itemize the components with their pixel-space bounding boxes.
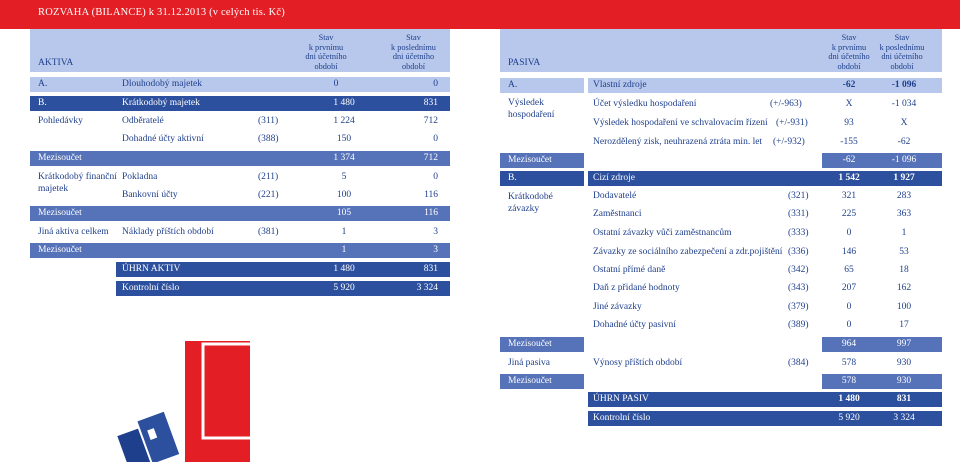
pasiva-jina-v1: 578 xyxy=(841,358,857,368)
pasiva-uhrn-v2: 831 xyxy=(896,394,912,404)
aktiva-odberatele-v1: 1 224 xyxy=(333,116,355,126)
pasiva-dodavatele-label: Dodavatelé xyxy=(593,191,637,201)
pasiva-mezi1-v1: -62 xyxy=(842,155,856,165)
pasiva-mezi3-v1: 578 xyxy=(841,376,857,386)
pasiva-mezi1-label: Mezisoučet xyxy=(508,155,552,165)
pasiva-vhschval-label: Výsledek hospodaření ve schvalovacím řízení xyxy=(593,118,768,128)
aktiva-bankovni-label: Bankovní účty xyxy=(122,190,178,200)
pasiva-ostatni-v2: 1 xyxy=(901,228,907,238)
pasiva-kontrol-v1: 5 920 xyxy=(838,413,860,423)
pasiva-b-v1: 1 542 xyxy=(838,173,860,183)
pasiva-dohadne-v2: 17 xyxy=(899,320,909,330)
aktiva-bankovni-v1: 100 xyxy=(336,190,352,200)
pasiva-nerozdeleny-label: Nerozdělený zisk, neuhrazená ztráta min. let xyxy=(593,137,763,147)
pasiva-ucet-v2: -1 034 xyxy=(891,99,917,109)
pasiva-a-label: Vlastní zdroje xyxy=(593,80,647,90)
pasiva-jine-label: Jiné závazky xyxy=(593,302,642,312)
aktiva-pokladna-label: Pokladna xyxy=(122,172,158,182)
pasiva-dodavatele-code: (321) xyxy=(788,191,809,201)
decorative-logo xyxy=(100,335,250,462)
pasiva-socialni-label: Závazky ze sociálního zabezpečení a zdr.pojištění xyxy=(593,247,783,257)
aktiva-odberatele-v2: 712 xyxy=(423,116,438,126)
aktiva-dohadne-v2: 0 xyxy=(433,134,438,144)
pasiva-jine-v2: 100 xyxy=(896,302,912,312)
aktiva-odberatele-code: (311) xyxy=(258,116,279,126)
pasiva-vhschval-code: (+/-931) xyxy=(776,118,808,128)
pasiva-dph-label: Daň z přidané hodnoty xyxy=(593,283,680,293)
aktiva-pokladna-code: (211) xyxy=(258,172,279,182)
pasiva-heading: PASIVA xyxy=(508,58,541,68)
pasiva-jina-code: (384) xyxy=(788,358,809,368)
pasiva-mezi2-v2: 997 xyxy=(896,339,912,349)
aktiva-uhrn-label: ÚHRN AKTIV xyxy=(122,264,181,274)
aktiva-kontrol-v2: 3 324 xyxy=(416,283,438,293)
aktiva-a-v1: 0 xyxy=(333,79,339,89)
pasiva-a-code: A. xyxy=(508,80,518,90)
pasiva-mezi1-v2: -1 096 xyxy=(891,155,917,165)
pasiva-nerozdeleny-v2: -62 xyxy=(897,137,911,147)
pasiva-kontrol-label: Kontrolní číslo xyxy=(593,413,651,423)
pasiva-ucet-label: Účet výsledku hospodaření xyxy=(593,99,697,109)
aktiva-mezi1-label: Mezisoučet xyxy=(38,153,82,163)
aktiva-uhrn-v2: 831 xyxy=(423,264,438,274)
pasiva-col2-header: Stav k poslednímu dni účetního období xyxy=(879,33,925,71)
aktiva-kontrol-label: Kontrolní číslo xyxy=(122,283,180,293)
aktiva-mezi2-v1: 105 xyxy=(336,208,352,218)
aktiva-heading: AKTIVA xyxy=(38,58,74,68)
aktiva-jina-v1: 1 xyxy=(341,227,347,237)
pasiva-mezi3-label: Mezisoučet xyxy=(508,376,552,386)
aktiva-kontrol-v1: 5 920 xyxy=(333,283,355,293)
aktiva-col2-header: Stav k poslednímu dni účetního období xyxy=(391,33,436,71)
pasiva-a-v2: -1 096 xyxy=(891,80,917,90)
pasiva-uhrn-label: ÚHRN PASIV xyxy=(593,394,649,404)
pasiva-nerozdeleny-code: (+/-932) xyxy=(773,137,805,147)
page-title: ROZVAHA (BILANCE) k 31.12.2013 (v celých tis. Kč) xyxy=(38,7,285,18)
aktiva-mezi3-label: Mezisoučet xyxy=(38,245,82,255)
aktiva-pokladna-v2: 0 xyxy=(433,172,438,182)
aktiva-jina-group: Jiná aktiva celkem xyxy=(38,227,109,237)
aktiva-mezi2-v2: 116 xyxy=(424,208,438,218)
aktiva-mezi1-v1: 1 374 xyxy=(333,153,355,163)
pasiva-zamestnanci-v1: 225 xyxy=(841,209,857,219)
aktiva-mezi2-label: Mezisoučet xyxy=(38,208,82,218)
aktiva-jina-label: Náklady příštích období xyxy=(122,227,214,237)
pasiva-mezi2-label: Mezisoučet xyxy=(508,339,552,349)
pasiva-socialni-v1: 146 xyxy=(841,247,857,257)
aktiva-bankovni-code: (221) xyxy=(258,190,279,200)
pasiva-dodavatele-v1: 321 xyxy=(841,191,857,201)
aktiva-a-label: Dlouhodobý majetek xyxy=(122,79,202,89)
pasiva-b-v2: 1 927 xyxy=(893,173,915,183)
pasiva-zamestnanci-label: Zaměstnanci xyxy=(593,209,642,219)
pasiva-nerozdeleny-v1: -155 xyxy=(840,137,858,147)
aktiva-row-a xyxy=(30,77,450,92)
pasiva-dph-code: (343) xyxy=(788,283,809,293)
pasiva-col1-header: Stav k prvnímu dni účetního období xyxy=(828,33,870,71)
pasiva-ostatni-label: Ostatní závazky vůči zaměstnancům xyxy=(593,228,732,238)
pasiva-jina-v2: 930 xyxy=(896,358,912,368)
aktiva-subtotal-2 xyxy=(30,206,450,221)
pasiva-dph-v2: 162 xyxy=(896,283,912,293)
logo-blue-tiles xyxy=(115,412,180,462)
pasiva-jine-v1: 0 xyxy=(846,302,852,312)
pasiva-zamestnanci-v2: 363 xyxy=(896,209,912,219)
pasiva-jine-code: (379) xyxy=(788,302,809,312)
pasiva-socialni-v2: 53 xyxy=(899,247,909,257)
pasiva-a-v1: -62 xyxy=(842,80,856,90)
aktiva-b-v2: 831 xyxy=(423,98,438,108)
pasiva-prime-v1: 65 xyxy=(844,265,854,275)
pasiva-dohadne-label: Dohadné účty pasivní xyxy=(593,320,676,330)
aktiva-dohadne-label: Dohadné účty aktivní xyxy=(122,134,204,144)
pasiva-ucet-code: (+/-963) xyxy=(770,99,802,109)
pasiva-vhschval-v2: X xyxy=(900,118,908,128)
logo-red-square xyxy=(185,341,250,462)
pasiva-vhschval-v1: 93 xyxy=(844,118,854,128)
aktiva-jina-code: (381) xyxy=(258,227,279,237)
aktiva-kfm-group: Krátkodobý finanční majetek xyxy=(38,172,117,194)
aktiva-mezi1-v2: 712 xyxy=(423,153,438,163)
pasiva-jina-label: Výnosy příštích období xyxy=(593,358,683,368)
pasiva-zamestnanci-code: (331) xyxy=(788,209,809,219)
pasiva-b-code: B. xyxy=(508,173,517,183)
aktiva-pohledavky-group: Pohledávky xyxy=(38,116,83,126)
aktiva-odberatele-label: Odběratelé xyxy=(122,116,164,126)
pasiva-ucet-v1: X xyxy=(845,99,853,109)
aktiva-subtotal-1 xyxy=(30,151,450,166)
pasiva-dph-v1: 207 xyxy=(841,283,857,293)
title-bar xyxy=(0,0,960,29)
pasiva-prime-v2: 18 xyxy=(899,265,909,275)
aktiva-a-v2: 0 xyxy=(433,79,438,89)
pasiva-b-label: Cizí zdroje xyxy=(593,173,635,183)
aktiva-pokladna-v1: 5 xyxy=(341,172,347,182)
aktiva-b-code: B. xyxy=(38,98,47,108)
aktiva-mezi3-v1: 1 xyxy=(341,245,347,255)
pasiva-mezi3-v2: 930 xyxy=(896,376,912,386)
aktiva-mezi3-v2: 3 xyxy=(433,245,438,255)
aktiva-uhrn-v1: 1 480 xyxy=(333,264,355,274)
pasiva-prime-code: (342) xyxy=(788,265,809,275)
pasiva-kratkodobe-group: Krátkodobé závazky xyxy=(508,192,553,214)
aktiva-jina-v2: 3 xyxy=(433,227,438,237)
aktiva-dohadne-code: (388) xyxy=(258,134,279,144)
pasiva-dohadne-v1: 0 xyxy=(846,320,852,330)
aktiva-col1-header: Stav k prvnímu dni účetního období xyxy=(305,33,347,71)
pasiva-ostatni-code: (333) xyxy=(788,228,809,238)
pasiva-kontrol-v2: 3 324 xyxy=(893,413,915,423)
pasiva-dohadne-code: (389) xyxy=(788,320,809,330)
pasiva-jina-group: Jiná pasiva xyxy=(508,358,550,368)
pasiva-prime-label: Ostatní přímé daně xyxy=(593,265,666,275)
aktiva-a-code: A. xyxy=(38,79,48,89)
pasiva-ostatni-v1: 0 xyxy=(846,228,852,238)
aktiva-bankovni-v2: 116 xyxy=(424,190,438,200)
pasiva-mezi2-v1: 964 xyxy=(841,339,857,349)
pasiva-vysledek-group: Výsledek hospodaření xyxy=(508,98,555,120)
pasiva-dodavatele-v2: 283 xyxy=(896,191,912,201)
aktiva-b-v1: 1 480 xyxy=(333,98,355,108)
pasiva-socialni-code: (336) xyxy=(788,247,809,257)
aktiva-subtotal-3 xyxy=(30,243,450,258)
aktiva-dohadne-v1: 150 xyxy=(336,134,352,144)
aktiva-b-label: Krátkodobý majetek xyxy=(122,98,200,108)
pasiva-uhrn-v1: 1 480 xyxy=(838,394,860,404)
aktiva-row-b xyxy=(30,96,450,111)
